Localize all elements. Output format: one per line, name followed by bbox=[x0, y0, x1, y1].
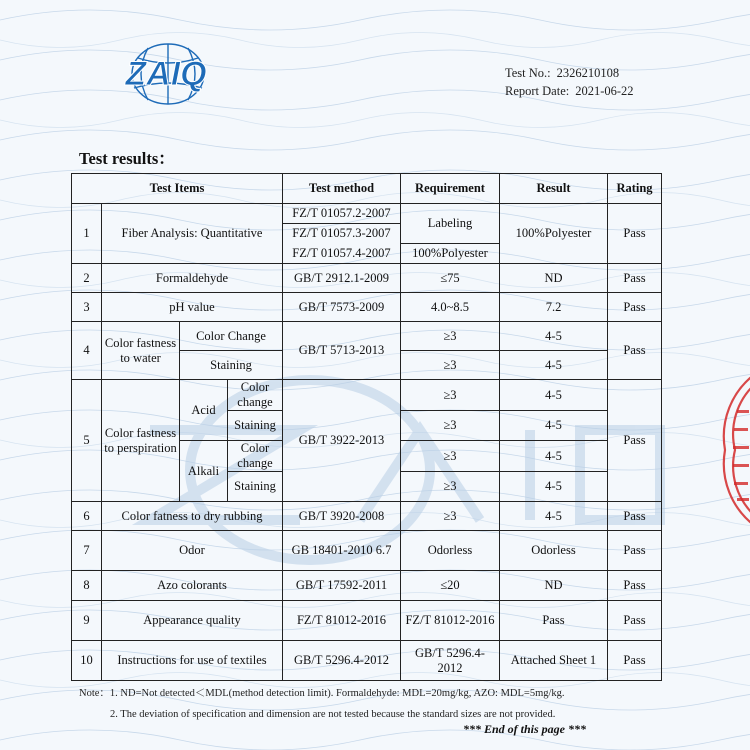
table-header-row bbox=[72, 174, 662, 204]
result: 4-5 bbox=[500, 441, 608, 472]
test-item: Fiber Analysis: Quantitative bbox=[102, 204, 283, 264]
table-row bbox=[72, 502, 662, 531]
requirement: 100%Polyester bbox=[401, 244, 500, 264]
rating: Pass bbox=[608, 601, 662, 641]
result: 4-5 bbox=[500, 502, 608, 531]
red-seal-stamp bbox=[715, 370, 750, 530]
result: 4-5 bbox=[500, 380, 608, 411]
header-requirement: Requirement bbox=[401, 174, 500, 204]
test-number-value: 2326210108 bbox=[556, 66, 620, 80]
rating: Pass bbox=[608, 531, 662, 571]
sub-item: Color Change bbox=[180, 322, 283, 351]
requirement: ≥3 bbox=[401, 502, 500, 531]
test-method: GB/T 2912.1-2009 bbox=[283, 264, 401, 293]
sub-item: Color change bbox=[228, 441, 283, 472]
row-number: 8 bbox=[72, 571, 102, 601]
requirement: ≥3 bbox=[401, 472, 500, 502]
requirement: ≤75 bbox=[401, 264, 500, 293]
result: Attached Sheet 1 bbox=[500, 641, 608, 681]
sub-item: Staining bbox=[228, 472, 283, 502]
result: ND bbox=[500, 571, 608, 601]
sub-item: Color change bbox=[228, 380, 283, 411]
row-number: 3 bbox=[72, 293, 102, 322]
header-rating: Rating bbox=[608, 174, 662, 204]
test-method: FZ/T 01057.4-2007 bbox=[283, 244, 401, 264]
sub-item-alkali: Alkali bbox=[180, 441, 228, 502]
notes bbox=[79, 683, 565, 725]
test-method: FZ/T 01057.2-2007 bbox=[283, 204, 401, 224]
section-title: Test results： bbox=[79, 149, 175, 168]
rating: Pass bbox=[608, 293, 662, 322]
table-row bbox=[72, 322, 662, 351]
header-test-items: Test Items bbox=[72, 174, 283, 204]
row-number: 10 bbox=[72, 641, 102, 681]
sub-item: Staining bbox=[228, 411, 283, 441]
test-item: pH value bbox=[102, 293, 283, 322]
result: 4-5 bbox=[500, 322, 608, 351]
test-method: GB/T 3920-2008 bbox=[283, 502, 401, 531]
result: Pass bbox=[500, 601, 608, 641]
test-method: GB/T 3922-2013 bbox=[283, 380, 401, 502]
result: ND bbox=[500, 264, 608, 293]
zaiq-logo bbox=[104, 40, 229, 108]
requirement: ≥3 bbox=[401, 441, 500, 472]
requirement: FZ/T 81012-2016 bbox=[401, 601, 500, 641]
test-item: Azo colorants bbox=[102, 571, 283, 601]
row-number: 7 bbox=[72, 531, 102, 571]
table-row bbox=[72, 641, 662, 681]
result: 100%Polyester bbox=[500, 204, 608, 264]
requirement: ≥3 bbox=[401, 411, 500, 441]
test-method: GB/T 7573-2009 bbox=[283, 293, 401, 322]
test-method: FZ/T 01057.3-2007 bbox=[283, 224, 401, 244]
report-date-value: 2021-06-22 bbox=[575, 84, 634, 98]
result: Odorless bbox=[500, 531, 608, 571]
note-2: 2. The deviation of specification and dimension are not tested because the standard sizes are not provided. bbox=[110, 709, 556, 720]
report-date-row bbox=[505, 82, 634, 100]
table-row bbox=[72, 204, 662, 224]
row-number: 5 bbox=[72, 380, 102, 502]
test-method: GB/T 5713-2013 bbox=[283, 322, 401, 380]
requirement: 4.0~8.5 bbox=[401, 293, 500, 322]
rating: Pass bbox=[608, 204, 662, 264]
sub-item: Staining bbox=[180, 351, 283, 380]
rating: Pass bbox=[608, 322, 662, 380]
table-row bbox=[72, 293, 662, 322]
row-number: 9 bbox=[72, 601, 102, 641]
rating: Pass bbox=[608, 264, 662, 293]
table-row bbox=[72, 531, 662, 571]
test-number-label: Test No.: bbox=[505, 66, 551, 80]
report-date-label: Report Date: bbox=[505, 84, 570, 98]
requirement: ≥3 bbox=[401, 322, 500, 351]
result: 7.2 bbox=[500, 293, 608, 322]
header-test-method: Test method bbox=[283, 174, 401, 204]
test-method: FZ/T 81012-2016 bbox=[283, 601, 401, 641]
table-row bbox=[72, 380, 662, 411]
row-number: 4 bbox=[72, 322, 102, 380]
requirement: ≥3 bbox=[401, 351, 500, 380]
test-item: Odor bbox=[102, 531, 283, 571]
rating: Pass bbox=[608, 502, 662, 531]
header-result: Result bbox=[500, 174, 608, 204]
row-number: 6 bbox=[72, 502, 102, 531]
logo-text: ZAIQ bbox=[125, 55, 207, 93]
test-item: Appearance quality bbox=[102, 601, 283, 641]
table-row bbox=[72, 601, 662, 641]
requirement: GB/T 5296.4-2012 bbox=[401, 641, 500, 681]
requirement: Odorless bbox=[401, 531, 500, 571]
requirement: ≥3 bbox=[401, 380, 500, 411]
requirement: ≤20 bbox=[401, 571, 500, 601]
report-meta bbox=[505, 64, 634, 100]
test-item: Color fatness to dry rubbing bbox=[102, 502, 283, 531]
row-number: 2 bbox=[72, 264, 102, 293]
test-method: GB/T 5296.4-2012 bbox=[283, 641, 401, 681]
table-row bbox=[72, 571, 662, 601]
result: 4-5 bbox=[500, 472, 608, 502]
test-item: Instructions for use of textiles bbox=[102, 641, 283, 681]
rating: Pass bbox=[608, 380, 662, 502]
test-results-table bbox=[71, 173, 662, 681]
rating: Pass bbox=[608, 571, 662, 601]
row-number: 1 bbox=[72, 204, 102, 264]
sub-item-acid: Acid bbox=[180, 380, 228, 441]
table-row bbox=[72, 264, 662, 293]
test-number-row bbox=[505, 64, 634, 82]
end-of-page-mark: *** End of this page *** bbox=[463, 722, 587, 736]
requirement: Labeling bbox=[401, 204, 500, 244]
test-item: Formaldehyde bbox=[102, 264, 283, 293]
test-method: GB/T 17592-2011 bbox=[283, 571, 401, 601]
result: 4-5 bbox=[500, 411, 608, 441]
rating: Pass bbox=[608, 641, 662, 681]
note-1: Note：1. ND=Not detected＜MDL(method detection limit). Formaldehyde: MDL=20mg/kg, AZO: MDL=5mg/kg. bbox=[79, 688, 565, 699]
test-item: Color fastness to perspiration bbox=[102, 380, 180, 502]
test-item: Color fastness to water bbox=[102, 322, 180, 380]
result: 4-5 bbox=[500, 351, 608, 380]
test-method: GB 18401-2010 6.7 bbox=[283, 531, 401, 571]
